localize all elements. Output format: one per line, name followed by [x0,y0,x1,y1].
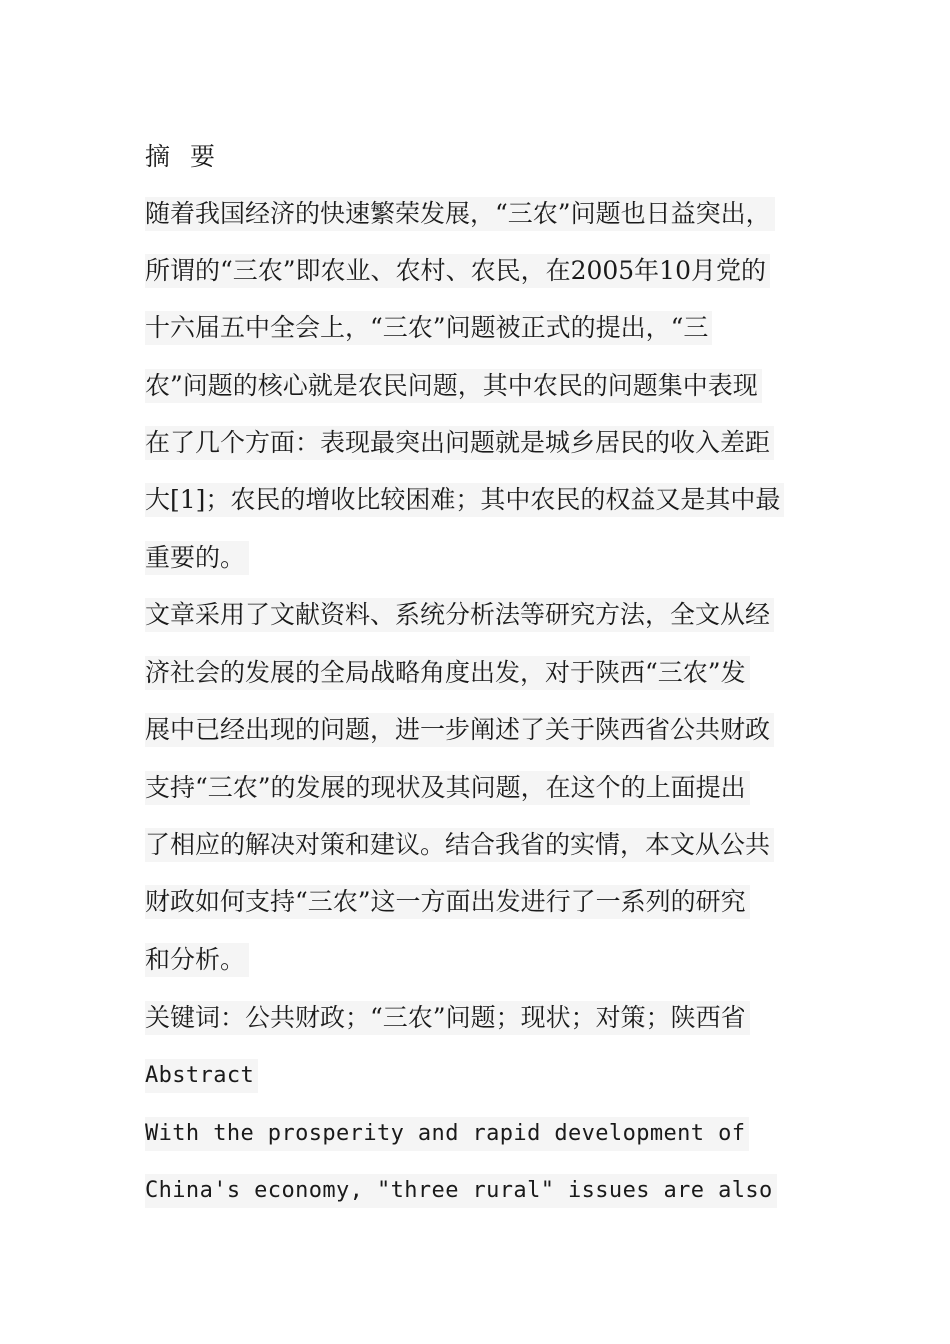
keywords-line: 关键词：公共财政；“三农”问题；现状；对策；陕西省 [145,1001,750,1035]
paragraph2-line-6: 财政如何支持“三农”这一方面出发进行了一系列的研究 [145,885,750,919]
paragraph1-line-1: 随着我国经济的快速繁荣发展，“三农”问题也日益突出， [145,197,775,231]
english-line-2: China's economy, "three rural" issues are also [145,1174,777,1208]
paragraph1-line-7: 重要的。 [145,541,249,575]
english-abstract-heading: Abstract [145,1059,258,1093]
paragraph2-line-1: 文章采用了文献资料、系统分析法等研究方法，全文从经 [145,598,774,632]
paragraph1-line-5: 在了几个方面：表现最突出问题就是城乡居民的收入差距 [145,426,774,460]
abstract-heading: 摘 要 [145,142,221,171]
paragraph1-line-3: 十六届五中全会上，“三农”问题被正式的提出，“三 [145,311,712,345]
paragraph2-line-3: 展中已经出现的问题，进一步阐述了关于陕西省公共财政 [145,713,774,747]
paragraph1-line-4: 农”问题的核心就是农民问题，其中农民的问题集中表现 [145,369,762,403]
english-line-1: With the prosperity and rapid development of [145,1117,749,1151]
paragraph2-line-2: 济社会的发展的全局战略角度出发，对于陕西“三农”发 [145,656,750,690]
paragraph1-line-2: 所谓的“三农”即农业、农村、农民，在2005年10月党的 [145,254,770,288]
paragraph2-line-4: 支持“三农”的发展的现状及其问题，在这个的上面提出 [145,771,750,805]
paragraph1-line-6: 大[1]；农民的增收比较困难；其中农民的权益又是其中最 [145,483,784,517]
paragraph2-line-5: 了相应的解决对策和建议。结合我省的实情，本文从公共 [145,828,774,862]
paragraph2-line-7: 和分析。 [145,943,249,977]
